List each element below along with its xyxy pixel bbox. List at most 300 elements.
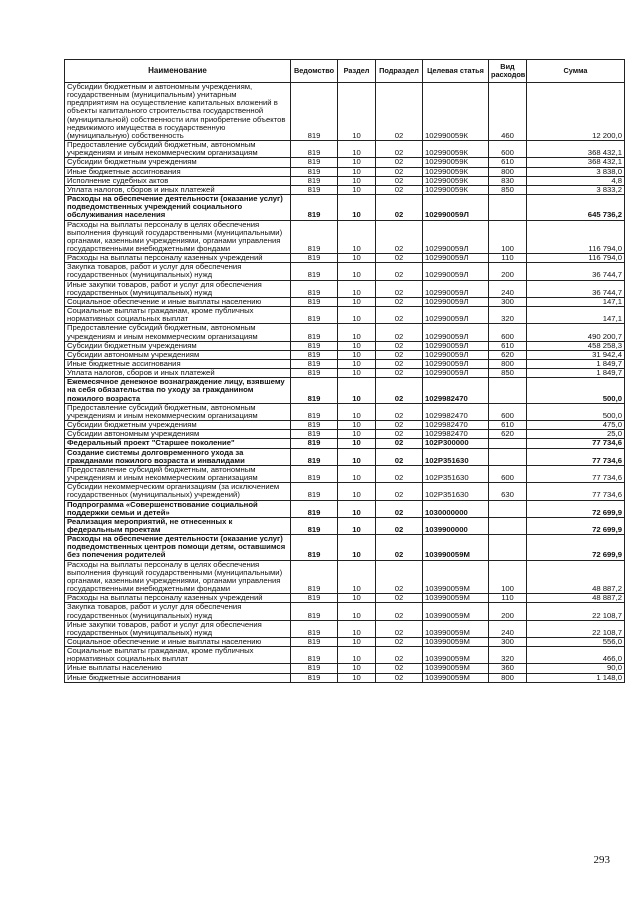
table-row [65,167,625,176]
table-row [65,535,625,560]
row-name-cell: Расходы на обеспечение деятельности (оказание услуг) подведомственных учреждений социального обслуживания населения [65,195,291,220]
row-podrazdel-cell: 02 [376,369,423,378]
row-name-cell: Предоставление субсидий бюджетным, автономным учреждениям и иным некоммерческим организациям [65,324,291,341]
row-podrazdel-cell: 02 [376,448,423,465]
row-podrazdel-cell: 02 [376,378,423,403]
row-vedomstvo-cell: 819 [291,448,338,465]
row-razdel-cell: 10 [338,403,376,420]
row-razdel-cell: 10 [338,620,376,637]
row-celevaya-cell: 103990059М [423,638,489,647]
row-celevaya-cell: 102P351630 [423,465,489,482]
row-sum-cell: 116 794,0 [527,220,625,254]
row-vid-cell: 600 [489,465,527,482]
row-podrazdel-cell: 02 [376,195,423,220]
row-sum-cell: 1 148,0 [527,673,625,682]
table-row [65,254,625,263]
row-celevaya-cell: 102990059Л [423,263,489,280]
row-name-cell: Ежемесячное денежное вознаграждение лицу, взявшему на себя обязательства по уходу за гражданином пожилого возраста [65,378,291,403]
row-sum-cell: 25,0 [527,430,625,439]
row-vedomstvo-cell: 819 [291,560,338,594]
row-celevaya-cell: 102P300000 [423,439,489,448]
row-sum-cell: 48 887,2 [527,594,625,603]
row-vid-cell: 320 [489,307,527,324]
row-celevaya-cell: 102990059К [423,176,489,185]
row-name-cell: Субсидии бюджетным и автономным учреждениям, государственным (муниципальным) унитарным предприятиям на осуществление капитальных вложений в объекты капитального строительства государственной (муниципальной) собственности или приобретение объектов недвижимого имущества в государственную (муниципальную) собственность [65,83,291,141]
row-podrazdel-cell: 02 [376,664,423,673]
row-vid-cell: 100 [489,560,527,594]
row-podrazdel-cell: 02 [376,638,423,647]
row-podrazdel-cell: 02 [376,167,423,176]
row-vid-cell: 800 [489,167,527,176]
row-podrazdel-cell: 02 [376,560,423,594]
row-vedomstvo-cell: 819 [291,350,338,359]
row-podrazdel-cell: 02 [376,465,423,482]
row-celevaya-cell: 1029982470 [423,403,489,420]
table-row [65,483,625,500]
row-name-cell: Подпрограмма «Совершенствование социальной поддержки семьи и детей» [65,500,291,517]
row-name-cell: Иные бюджетные ассигнования [65,167,291,176]
row-sum-cell: 31 942,4 [527,350,625,359]
row-vedomstvo-cell: 819 [291,517,338,534]
table-row [65,220,625,254]
row-podrazdel-cell: 02 [376,307,423,324]
row-vedomstvo-cell: 819 [291,483,338,500]
table-row [65,430,625,439]
row-podrazdel-cell: 02 [376,83,423,141]
row-celevaya-cell: 103990059М [423,647,489,664]
table-row [65,638,625,647]
table-row [65,360,625,369]
row-vid-cell [489,448,527,465]
row-podrazdel-cell: 02 [376,403,423,420]
row-celevaya-cell: 1030000000 [423,500,489,517]
row-vedomstvo-cell: 819 [291,369,338,378]
row-vid-cell: 300 [489,638,527,647]
row-sum-cell: 1 849,7 [527,369,625,378]
table-row [65,673,625,682]
row-sum-cell: 36 744,7 [527,263,625,280]
row-razdel-cell: 10 [338,369,376,378]
row-celevaya-cell: 103990059М [423,664,489,673]
row-vedomstvo-cell: 819 [291,638,338,647]
row-name-cell: Субсидии автономным учреждениям [65,430,291,439]
row-name-cell: Субсидии бюджетным учреждениям [65,158,291,167]
row-razdel-cell: 10 [338,638,376,647]
row-celevaya-cell: 102990059Л [423,280,489,297]
row-name-cell: Субсидии автономным учреждениям [65,350,291,359]
row-vid-cell: 850 [489,369,527,378]
row-vedomstvo-cell: 819 [291,341,338,350]
row-podrazdel-cell: 02 [376,594,423,603]
row-podrazdel-cell: 02 [376,254,423,263]
row-podrazdel-cell: 02 [376,360,423,369]
row-vedomstvo-cell: 819 [291,647,338,664]
row-vid-cell: 320 [489,647,527,664]
row-razdel-cell: 10 [338,263,376,280]
row-sum-cell: 77 734,6 [527,483,625,500]
row-podrazdel-cell: 02 [376,647,423,664]
row-podrazdel-cell: 02 [376,350,423,359]
row-sum-cell: 368 432,1 [527,158,625,167]
row-name-cell: Предоставление субсидий бюджетным, автономным учреждениям и иным некоммерческим организациям [65,403,291,420]
table-row [65,324,625,341]
row-name-cell: Предоставление субсидий бюджетным, автономным учреждениям и иным некоммерческим организациям [65,465,291,482]
row-podrazdel-cell: 02 [376,220,423,254]
table-row [65,403,625,420]
row-name-cell: Социальное обеспечение и иные выплаты населению [65,297,291,306]
table-row [65,369,625,378]
row-sum-cell: 490 200,7 [527,324,625,341]
header-vid-rashodov: Вид расходов [489,60,527,83]
row-razdel-cell: 10 [338,350,376,359]
row-sum-cell: 36 744,7 [527,280,625,297]
header-vedomstvo: Ведомство [291,60,338,83]
row-vedomstvo-cell: 819 [291,220,338,254]
row-name-cell: Субсидии бюджетным учреждениям [65,341,291,350]
row-vid-cell: 630 [489,483,527,500]
row-sum-cell: 458 258,3 [527,341,625,350]
row-razdel-cell: 10 [338,158,376,167]
row-razdel-cell: 10 [338,448,376,465]
row-razdel-cell: 10 [338,430,376,439]
row-sum-cell: 72 699,9 [527,517,625,534]
row-vid-cell [489,517,527,534]
row-celevaya-cell: 102990059Л [423,220,489,254]
table-row [65,620,625,637]
row-podrazdel-cell: 02 [376,603,423,620]
table-row [65,350,625,359]
table-header-row [65,60,625,83]
table-row [65,297,625,306]
row-vedomstvo-cell: 819 [291,673,338,682]
row-vid-cell: 100 [489,220,527,254]
row-name-cell: Уплата налогов, сборов и иных платежей [65,185,291,194]
row-name-cell: Иные бюджетные ассигнования [65,360,291,369]
row-sum-cell: 147,1 [527,297,625,306]
row-podrazdel-cell: 02 [376,535,423,560]
table-row [65,517,625,534]
table-row [65,448,625,465]
row-podrazdel-cell: 02 [376,430,423,439]
row-razdel-cell: 10 [338,421,376,430]
row-celevaya-cell: 1039900000 [423,517,489,534]
row-sum-cell: 77 734,6 [527,439,625,448]
row-vid-cell: 240 [489,280,527,297]
row-vid-cell [489,535,527,560]
row-vid-cell [489,195,527,220]
row-name-cell: Создание системы долговременного ухода за гражданами пожилого возраста и инвалидами [65,448,291,465]
row-sum-cell: 22 108,7 [527,603,625,620]
row-sum-cell: 500,0 [527,378,625,403]
row-sum-cell: 77 734,6 [527,465,625,482]
row-razdel-cell: 10 [338,517,376,534]
row-vedomstvo-cell: 819 [291,439,338,448]
row-celevaya-cell: 103990059М [423,620,489,637]
row-razdel-cell: 10 [338,360,376,369]
row-razdel-cell: 10 [338,647,376,664]
row-celevaya-cell: 102990059Л [423,350,489,359]
row-celevaya-cell: 102990059Л [423,369,489,378]
row-name-cell: Расходы на обеспечение деятельности (оказание услуг) подведомственных центров помощи детям, оставшимся без попечения родителей [65,535,291,560]
row-name-cell: Исполнение судебных актов [65,176,291,185]
row-sum-cell: 22 108,7 [527,620,625,637]
row-podrazdel-cell: 02 [376,141,423,158]
table-row [65,307,625,324]
row-name-cell: Расходы на выплаты персоналу казенных учреждений [65,594,291,603]
row-name-cell: Реализация мероприятий, не отнесенных к федеральным проектам [65,517,291,534]
row-razdel-cell: 10 [338,307,376,324]
row-celevaya-cell: 103990059М [423,535,489,560]
row-vid-cell: 610 [489,421,527,430]
row-name-cell: Социальные выплаты гражданам, кроме публичных нормативных социальных выплат [65,647,291,664]
row-razdel-cell: 10 [338,594,376,603]
row-podrazdel-cell: 02 [376,421,423,430]
row-podrazdel-cell: 02 [376,673,423,682]
row-podrazdel-cell: 02 [376,517,423,534]
row-razdel-cell: 10 [338,324,376,341]
row-vedomstvo-cell: 819 [291,167,338,176]
table-row [65,195,625,220]
page-number: 293 [593,854,610,866]
row-name-cell: Иные выплаты населению [65,664,291,673]
row-vid-cell [489,439,527,448]
row-razdel-cell: 10 [338,254,376,263]
row-name-cell: Субсидии некоммерческим организациям (за исключением государственных (муниципальных) учреждений) [65,483,291,500]
row-celevaya-cell: 102990059К [423,167,489,176]
row-vid-cell: 110 [489,254,527,263]
row-razdel-cell: 10 [338,167,376,176]
row-sum-cell: 90,0 [527,664,625,673]
row-vedomstvo-cell: 819 [291,254,338,263]
table-row [65,560,625,594]
row-vedomstvo-cell: 819 [291,403,338,420]
row-celevaya-cell: 102990059Л [423,297,489,306]
row-podrazdel-cell: 02 [376,263,423,280]
row-vid-cell: 110 [489,594,527,603]
table-row [65,158,625,167]
row-celevaya-cell: 102990059Л [423,254,489,263]
row-name-cell: Закупка товаров, работ и услуг для обеспечения государственных (муниципальных) нужд [65,263,291,280]
row-razdel-cell: 10 [338,176,376,185]
header-celevaya-statya: Целевая статья [423,60,489,83]
table-row [65,83,625,141]
row-vedomstvo-cell: 819 [291,324,338,341]
row-podrazdel-cell: 02 [376,158,423,167]
row-celevaya-cell: 103990059М [423,603,489,620]
row-podrazdel-cell: 02 [376,620,423,637]
row-vedomstvo-cell: 819 [291,307,338,324]
row-razdel-cell: 10 [338,500,376,517]
row-vid-cell: 620 [489,350,527,359]
row-vedomstvo-cell: 819 [291,430,338,439]
row-vid-cell [489,500,527,517]
row-celevaya-cell: 102990059К [423,158,489,167]
row-sum-cell: 466,0 [527,647,625,664]
row-razdel-cell: 10 [338,280,376,297]
row-vedomstvo-cell: 819 [291,603,338,620]
row-celevaya-cell: 102990059Л [423,341,489,350]
row-razdel-cell: 10 [338,297,376,306]
row-vedomstvo-cell: 819 [291,664,338,673]
row-razdel-cell: 10 [338,341,376,350]
table-row [65,176,625,185]
table-row [65,647,625,664]
row-name-cell: Федеральный проект "Старшее поколение" [65,439,291,448]
row-podrazdel-cell: 02 [376,500,423,517]
table-row [65,500,625,517]
row-name-cell: Предоставление субсидий бюджетным, автономным учреждениям и иным некоммерческим организациям [65,141,291,158]
row-razdel-cell: 10 [338,378,376,403]
row-podrazdel-cell: 02 [376,297,423,306]
row-name-cell: Расходы на выплаты персоналу в целях обеспечения выполнения функций государственными (муниципальными) органами, казенными учреждениями, органами управления государственными внебюджетными фондами [65,220,291,254]
row-vedomstvo-cell: 819 [291,378,338,403]
row-vid-cell: 800 [489,673,527,682]
row-vid-cell: 610 [489,158,527,167]
row-name-cell: Закупка товаров, работ и услуг для обеспечения государственных (муниципальных) нужд [65,603,291,620]
row-name-cell: Социальное обеспечение и иные выплаты населению [65,638,291,647]
header-podrazdel: Подраздел [376,60,423,83]
row-vedomstvo-cell: 819 [291,176,338,185]
table-row [65,263,625,280]
row-celevaya-cell: 102990059Л [423,195,489,220]
row-name-cell: Уплата налогов, сборов и иных платежей [65,369,291,378]
row-razdel-cell: 10 [338,560,376,594]
row-name-cell: Иные закупки товаров, работ и услуг для обеспечения государственных (муниципальных) нужд [65,280,291,297]
row-vedomstvo-cell: 819 [291,465,338,482]
row-sum-cell: 116 794,0 [527,254,625,263]
row-podrazdel-cell: 02 [376,280,423,297]
row-sum-cell: 77 734,6 [527,448,625,465]
table-row [65,439,625,448]
row-vid-cell: 200 [489,263,527,280]
row-razdel-cell: 10 [338,185,376,194]
row-podrazdel-cell: 02 [376,341,423,350]
row-podrazdel-cell: 02 [376,324,423,341]
table-row [65,280,625,297]
row-razdel-cell: 10 [338,465,376,482]
row-celevaya-cell: 102990059К [423,83,489,141]
row-celevaya-cell: 1029982470 [423,378,489,403]
row-vedomstvo-cell: 819 [291,535,338,560]
row-vedomstvo-cell: 819 [291,360,338,369]
header-razdel: Раздел [338,60,376,83]
row-razdel-cell: 10 [338,439,376,448]
row-vedomstvo-cell: 819 [291,185,338,194]
row-sum-cell: 556,0 [527,638,625,647]
row-vid-cell: 240 [489,620,527,637]
row-vid-cell: 620 [489,430,527,439]
row-razdel-cell: 10 [338,603,376,620]
table-row [65,465,625,482]
row-sum-cell: 368 432,1 [527,141,625,158]
row-vedomstvo-cell: 819 [291,263,338,280]
row-sum-cell: 645 736,2 [527,195,625,220]
row-razdel-cell: 10 [338,673,376,682]
row-vedomstvo-cell: 819 [291,141,338,158]
row-name-cell: Расходы на выплаты персоналу казенных учреждений [65,254,291,263]
row-celevaya-cell: 102P351630 [423,483,489,500]
row-celevaya-cell: 102990059Л [423,360,489,369]
row-sum-cell: 500,0 [527,403,625,420]
row-podrazdel-cell: 02 [376,185,423,194]
table-row [65,664,625,673]
row-name-cell: Иные бюджетные ассигнования [65,673,291,682]
row-vedomstvo-cell: 819 [291,594,338,603]
row-celevaya-cell: 102P351630 [423,448,489,465]
row-sum-cell: 48 887,2 [527,560,625,594]
row-celevaya-cell: 102990059Л [423,324,489,341]
row-celevaya-cell: 102990059К [423,141,489,158]
row-razdel-cell: 10 [338,195,376,220]
row-celevaya-cell: 1029982470 [423,421,489,430]
row-vid-cell: 460 [489,83,527,141]
row-vedomstvo-cell: 819 [291,158,338,167]
row-vedomstvo-cell: 819 [291,500,338,517]
row-name-cell: Социальные выплаты гражданам, кроме публичных нормативных социальных выплат [65,307,291,324]
row-vid-cell: 200 [489,603,527,620]
row-celevaya-cell: 102990059Л [423,307,489,324]
table-row [65,141,625,158]
row-vedomstvo-cell: 819 [291,195,338,220]
row-sum-cell: 1 849,7 [527,360,625,369]
row-razdel-cell: 10 [338,664,376,673]
row-celevaya-cell: 102990059К [423,185,489,194]
row-razdel-cell: 10 [338,83,376,141]
header-name: Наименование [65,60,291,83]
row-vid-cell: 360 [489,664,527,673]
row-sum-cell: 4,8 [527,176,625,185]
row-razdel-cell: 10 [338,141,376,158]
row-vedomstvo-cell: 819 [291,83,338,141]
row-vid-cell: 300 [489,297,527,306]
table-row [65,378,625,403]
table-row [65,341,625,350]
row-celevaya-cell: 103990059М [423,673,489,682]
row-razdel-cell: 10 [338,483,376,500]
row-sum-cell: 72 699,9 [527,535,625,560]
row-name-cell: Расходы на выплаты персоналу в целях обеспечения выполнения функций государственными (муниципальными) органами, казенными учреждениями, органами управления государственными внебюджетными фондами [65,560,291,594]
budget-table [64,59,625,683]
row-vid-cell [489,378,527,403]
row-podrazdel-cell: 02 [376,176,423,185]
row-celevaya-cell: 103990059М [423,594,489,603]
row-razdel-cell: 10 [338,220,376,254]
row-sum-cell: 12 200,0 [527,83,625,141]
row-sum-cell: 475,0 [527,421,625,430]
row-vid-cell: 850 [489,185,527,194]
row-vid-cell: 600 [489,324,527,341]
row-vid-cell: 800 [489,360,527,369]
header-summa: Сумма [527,60,625,83]
row-podrazdel-cell: 02 [376,439,423,448]
row-vid-cell: 600 [489,141,527,158]
table-row [65,594,625,603]
row-vedomstvo-cell: 819 [291,421,338,430]
row-celevaya-cell: 103990059М [423,560,489,594]
row-vid-cell: 610 [489,341,527,350]
row-sum-cell: 147,1 [527,307,625,324]
table-body [65,83,625,683]
row-vedomstvo-cell: 819 [291,297,338,306]
row-vid-cell: 600 [489,403,527,420]
row-vid-cell: 830 [489,176,527,185]
row-celevaya-cell: 1029982470 [423,430,489,439]
row-podrazdel-cell: 02 [376,483,423,500]
row-sum-cell: 3 838,0 [527,167,625,176]
row-vedomstvo-cell: 819 [291,620,338,637]
row-name-cell: Субсидии бюджетным учреждениям [65,421,291,430]
table-row [65,603,625,620]
